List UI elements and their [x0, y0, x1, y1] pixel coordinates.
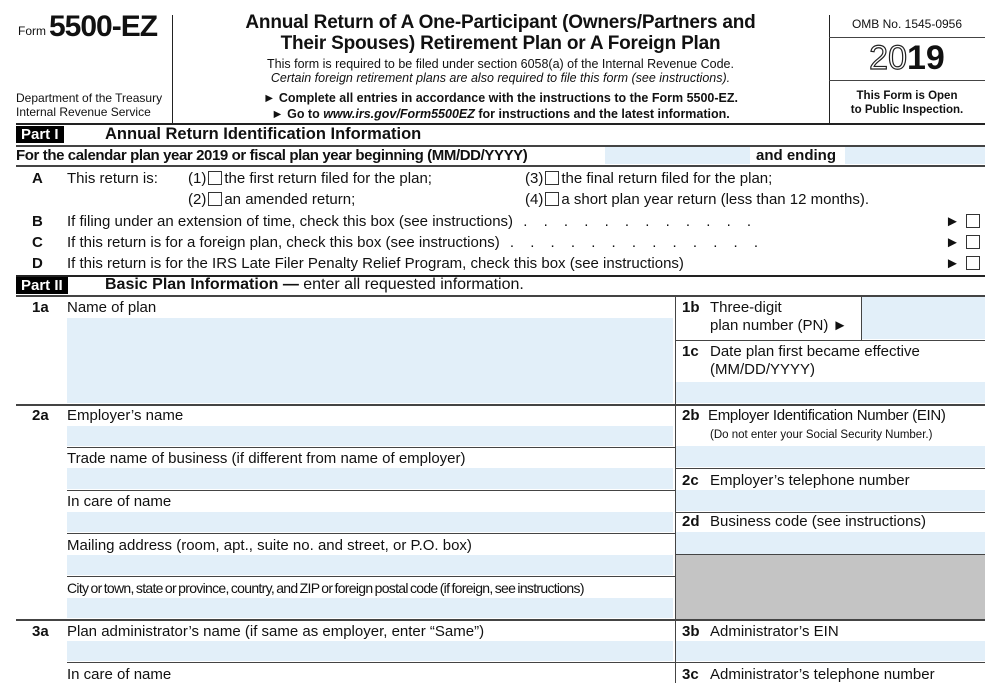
admin-phone-label: Administrator’s telephone number [710, 666, 935, 683]
ein-label: Employer Identification Number (EIN) [708, 407, 946, 424]
employer-name-field[interactable] [67, 426, 673, 446]
late-filer-checkbox[interactable] [966, 256, 980, 270]
plan-year-end-field[interactable] [845, 147, 985, 164]
foreign-plan-checkbox[interactable] [966, 235, 980, 249]
form-prefix: Form [18, 24, 46, 38]
employer-name-label: Employer’s name [67, 407, 184, 424]
foreign-plan-row [945, 234, 982, 251]
arrow-icon: ► [271, 107, 288, 121]
irs-link[interactable]: www.irs.gov/Form5500EZ [323, 107, 475, 121]
business-code-label: Business code (see instructions) [710, 513, 926, 530]
line-1a-number: 1a [32, 299, 49, 316]
admin-care-of-label: In care of name [67, 666, 172, 683]
title-line1: Annual Return of A One-Participant (Owners/Partners and [245, 12, 756, 33]
extension-row [945, 213, 982, 230]
arrow-icon: ► [945, 255, 965, 272]
trade-name-label: Trade name of business (if different from name of employer) [67, 450, 466, 467]
effective-date-field[interactable] [676, 382, 985, 403]
admin-name-field[interactable] [67, 641, 673, 661]
business-code-field[interactable] [676, 532, 985, 554]
instruction-line2: ► Go to www.irs.gov/Form5500EZ for instructions and the latest information. [271, 107, 730, 121]
city-state-zip-label: City or town, state or province, country, and ZIP or foreign postal code (if foreign, see instructions) [67, 580, 584, 596]
line-b-label: If filing under an extension of time, check this box (see instructions) . . . . . . . . . . . . [67, 213, 758, 230]
line-d-letter: D [32, 255, 43, 272]
plan-number-field[interactable] [862, 297, 985, 339]
option-first-return: (1) the first return filed for the plan; [188, 170, 432, 187]
part1-title: Annual Return Identification Information [105, 125, 422, 143]
admin-ein-field[interactable] [676, 641, 985, 661]
line-d-label: If this return is for the IRS Late Filer Penalty Relief Program, check this box (see instructions) [67, 255, 684, 272]
extension-checkbox[interactable] [966, 214, 980, 228]
line-1c-number: 1c [682, 343, 699, 360]
plan-name-label: Name of plan [67, 299, 157, 316]
option-short-year: (4) a short plan year return (less than 12 months). [525, 191, 869, 208]
omb-number: OMB No. 1545-0956 [851, 17, 963, 31]
admin-ein-label: Administrator’s EIN [710, 623, 839, 640]
option-amended-return: (2) an amended return; [188, 191, 356, 208]
ein-note: (Do not enter your Social Security Number.) [710, 429, 933, 441]
late-filer-row [945, 255, 982, 272]
open-line1: This Form is Open [856, 90, 958, 102]
final-return-checkbox[interactable] [545, 171, 559, 185]
plan-year-label: For the calendar plan year 2019 or fiscal plan year beginning (MM/DD/YYYY) [16, 147, 528, 164]
line-c-label: If this return is for a foreign plan, check this box (see instructions) . . . . . . . . . . . . . [67, 234, 765, 251]
title-line2: Their Spouses) Retirement Plan or A Foreign Plan [280, 33, 721, 54]
line-2b-number: 2b [682, 407, 700, 424]
part2-title: Basic Plan Information — enter all requested information. [105, 276, 524, 293]
trade-name-field[interactable] [67, 468, 673, 489]
line-3b-number: 3b [682, 623, 700, 640]
shaded-area [676, 555, 985, 619]
line-a-letter: A [32, 170, 43, 187]
employer-phone-label: Employer’s telephone number [710, 472, 910, 489]
line-2a-number: 2a [32, 407, 49, 424]
part1-tag: Part I [16, 126, 64, 143]
and-ending-label: and ending [756, 147, 836, 164]
short-year-checkbox[interactable] [545, 192, 559, 206]
arrow-icon: ► [945, 213, 965, 230]
employer-phone-field[interactable] [676, 490, 985, 511]
arrow-icon: ► [263, 91, 279, 105]
line-2d-number: 2d [682, 513, 700, 530]
line-2c-number: 2c [682, 472, 699, 489]
tax-year: 2019 [869, 39, 945, 77]
line-c-letter: C [32, 234, 43, 251]
line-3a-number: 3a [32, 623, 49, 640]
admin-name-label: Plan administrator’s name (if same as employer, enter “Same”) [67, 623, 485, 640]
city-state-zip-field[interactable] [67, 598, 673, 618]
open-line2: to Public Inspection. [850, 104, 964, 116]
form-title [173, 12, 828, 54]
dept-line2: Internal Revenue Service [16, 105, 151, 119]
first-return-checkbox[interactable] [208, 171, 222, 185]
mailing-address-label: Mailing address (room, apt., suite no. and street, or P.O. box) [67, 537, 472, 554]
form-number: 5500-EZ [49, 10, 158, 43]
option-final-return: (3) the final return filed for the plan; [525, 170, 773, 187]
line-1b-number: 1b [682, 299, 700, 316]
amended-return-checkbox[interactable] [208, 192, 222, 206]
subtitle-line2: Certain foreign retirement plans are also required to file this form (see instructions). [270, 71, 731, 85]
plan-name-field[interactable] [67, 318, 673, 403]
instruction-line1: ► Complete all entries in accordance with the instructions to the Form 5500-EZ. [263, 91, 738, 105]
employer-care-of-field[interactable] [67, 512, 673, 532]
ein-field[interactable] [676, 446, 985, 467]
line-b-letter: B [32, 213, 43, 230]
plan-year-begin-field[interactable] [605, 147, 750, 164]
arrow-icon: ► [945, 234, 965, 251]
mailing-address-field[interactable] [67, 555, 673, 575]
subtitle-line1: This form is required to be filed under section 6058(a) of the Internal Revenue Code. [267, 57, 734, 71]
dept-line1: Department of the Treasury [16, 91, 163, 105]
line-3c-number: 3c [682, 666, 699, 683]
part2-tag: Part II [16, 277, 68, 294]
employer-care-of-label: In care of name [67, 493, 172, 510]
line-a-label: This return is: [67, 170, 158, 187]
